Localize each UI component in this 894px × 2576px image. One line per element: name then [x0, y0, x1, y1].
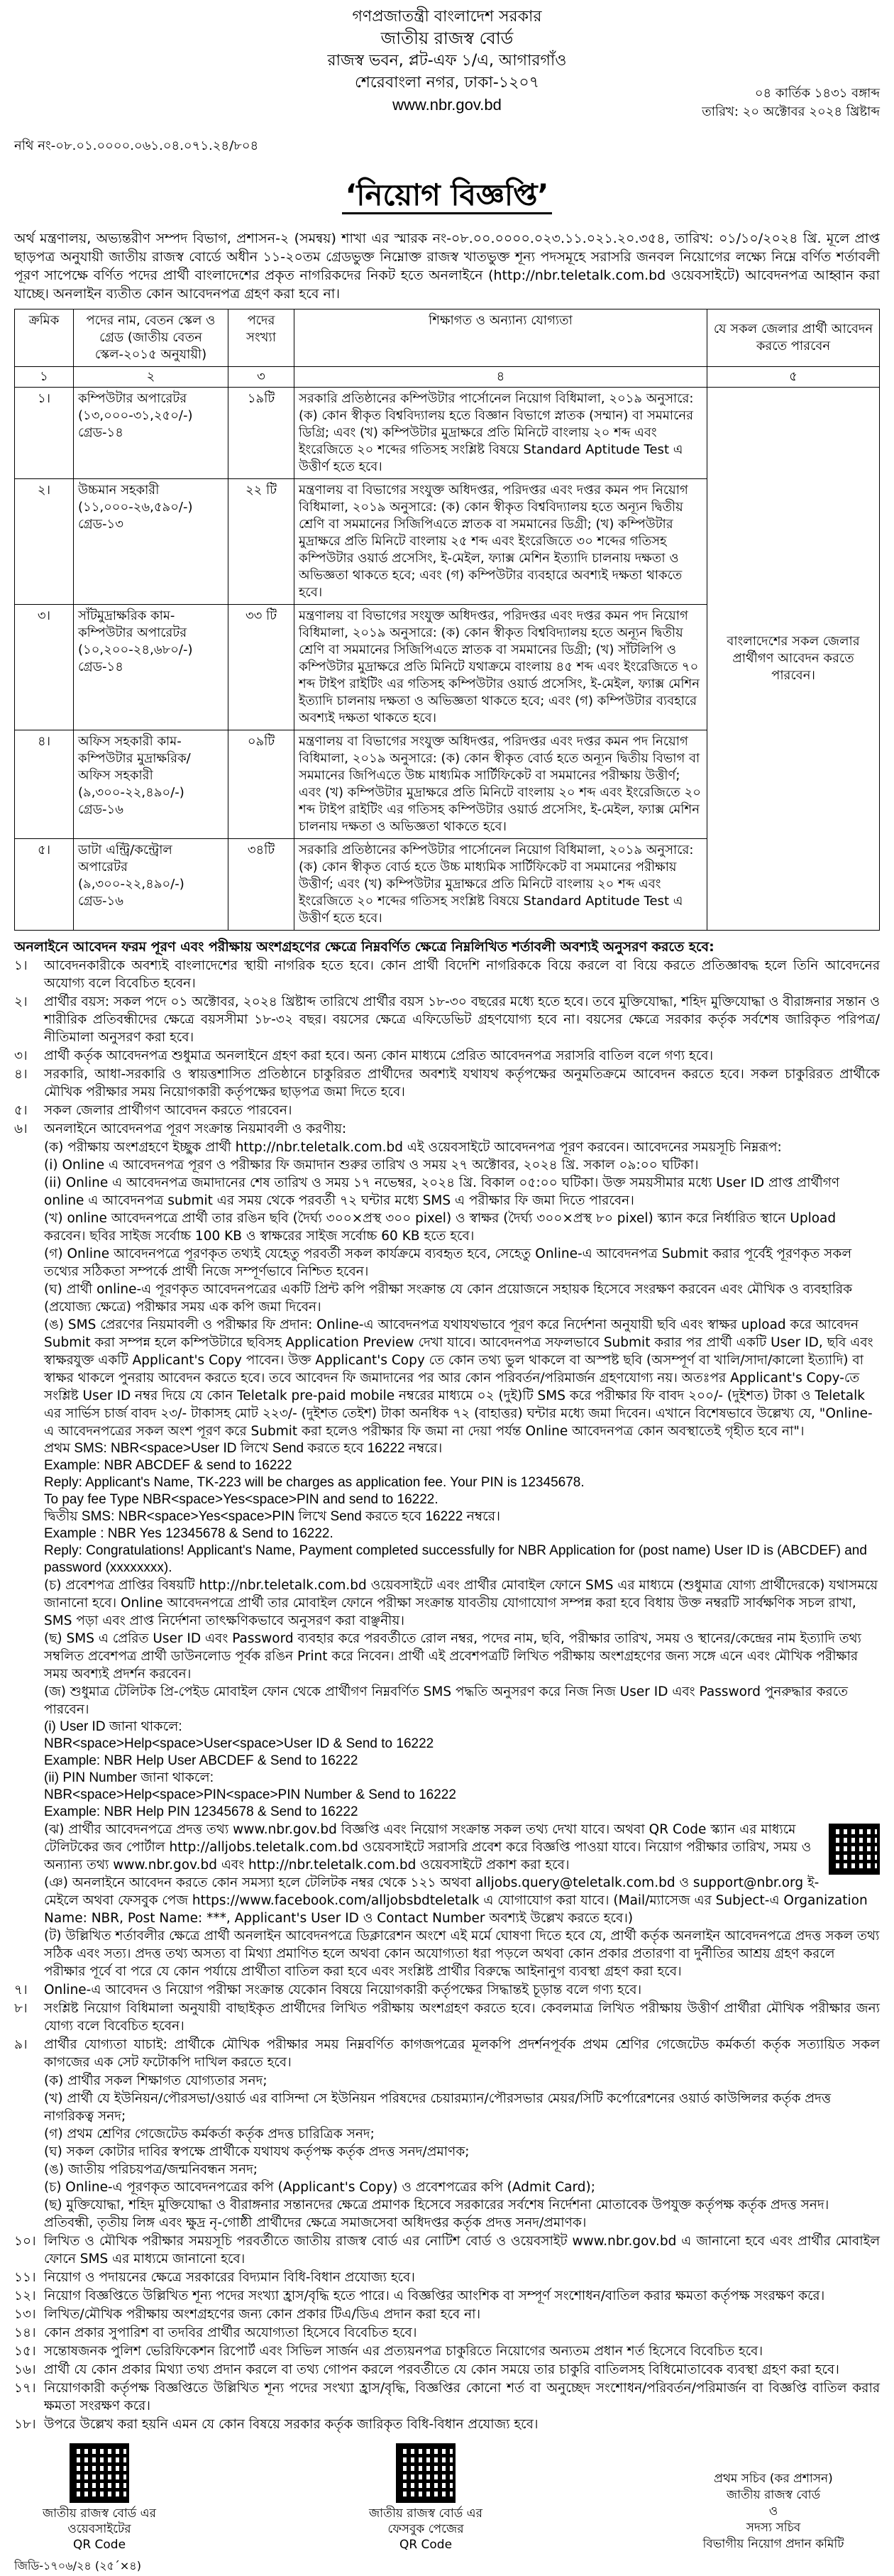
sub-item: (ট) উল্লিখিত শর্তাবলীর ক্ষেত্রে প্রার্থী অনলাইন আবেদনপত্রে ডিক্লারেশন অংশে এই মর্মে ঘোষণা দিতে হবে যে, প্রার্থী কর্তৃক অনলাইন আবেদনপত্রে প্রদত্ত সকল তথ্য সঠিক এবং সত্য। প্রদত্ত তথ্য অসত্য বা মিথ্যা প্রমাণিত হলে অথবা কোন অযোগ্যতা ধরা পড়লে অথবা কোন প্রকার প্রতারণা বা দুর্নীতির আশ্রয় গ্রহণ করলে পরীক্ষার পূর্বে বা পরে যে কোন পর্যায়ে প্রার্থীতা বাতিল করা হবে এবং সংশ্লিষ্ট প্রার্থীর বিরুদ্ধে আইনানুগ ব্যবস্থা গ্রহণ করা হবে।	[44, 1929, 880, 1979]
list-item	[14, 2000, 880, 2035]
conditions-heading: অনলাইনে আবেদন ফরম পূরণ এবং পরীক্ষায় অংশগ্রহণের ক্ষেত্রে নিম্নবর্ণিত ক্ষেত্রে নিম্নলিখিত শর্তাবলী অবশ্যই অনুসরণ করতে হবে:	[14, 939, 714, 955]
item-number: ১৫।	[14, 2344, 36, 2359]
sms-line: Example: NBR ABCDEF & send to 16222	[44, 1458, 292, 1473]
item-number: ৪।	[14, 1067, 28, 1082]
item-number: ৩।	[14, 1048, 28, 1063]
item-number: ৯।	[14, 2037, 28, 2052]
sub-item: (ঝ) প্রার্থীর আবেদনপত্রে প্রদত্ত তথ্য www.nbr.gov.bd বিজ্ঞপ্তি এবং নিয়োগ সংক্রান্ত সকল তথ্য দেখা যাবে। অথবা QR Code স্ক্যান এর মাধ্যমে টেলিটকের জব পোর্টাল http://alljobs.teletalk.com.bd ওয়েবসাইটে সরাসরি প্রবেশ করে বিজ্ঞপ্তি পাওয়া যাবে। নিয়োগ পরীক্ষার তারিখ, সময় ও অন্যান্য তথ্য www.nbr.gov.bd এবং http://nbr.teletalk.com.bd ওয়েবসাইটে প্রকাশ করা হবে।	[44, 1822, 812, 1873]
address-line-1: রাজস্ব ভবন, প্লট-এফ ১/এ, আগারগাঁও	[327, 52, 567, 70]
recovery-line: NBR<space>Help<space>PIN<space>PIN Number & Send to 16222	[44, 1787, 456, 1802]
col-number: ৫	[707, 367, 880, 388]
item-number: ১।	[14, 958, 28, 973]
address-line-2: শেরেবাংলা নগর, ঢাকা-১২০৭	[354, 74, 540, 92]
row-post: ডাটা এন্ট্রি/কন্ট্রোল অপারেটর (৯,৩০০-২২,৪৯০/-) গ্রেড-১৬	[74, 839, 228, 931]
item-text: আবেদনকারীকে অবশ্যই বাংলাদেশের স্থায়ী নাগরিক হতে হবে। কোন প্রার্থী বিদেশি নাগরিককে বিয়ে করলে বা বিয়ে করতে প্রতিজ্ঞাবদ্ধ হলে তিনি আবেদনের অযোগ্য বলে বিবেচিত হবেন।	[44, 958, 880, 991]
date-bangla: ০৪ কার্তিক ১৪৩১ বঙ্গাব্দ	[754, 86, 880, 101]
signer-committee: বিভাগীয় নিয়োগ প্রদান কমিটি	[702, 2537, 844, 2551]
item-number: ১৭।	[14, 2381, 36, 2396]
list-item	[14, 1102, 880, 1119]
sms-instructions	[14, 1440, 880, 1577]
table-number-row	[15, 367, 880, 388]
col-qualification: শিক্ষাগত ও অন্যান্য যোগ্যতা	[294, 309, 707, 367]
item-text: সরকারি, আধা-সরকারি ও স্বায়ত্তশাসিত প্রতিষ্ঠানে চাকুরিরত প্রার্থীদের অবশ্যই যথাযথ কর্তৃপক্ষের অনুমতিক্রমে আবেদন করতে হবে। সকল চাকুরিরত প্রার্থীকে মৌখিক পরীক্ষার সময় নিয়োগকারী কর্তৃপক্ষের ছাড়পত্র জমা দিতে হবে।	[44, 1067, 880, 1100]
date-english: তারিখ: ২০ অক্টোবর ২০২৪ খ্রিষ্টাব্দ	[702, 104, 880, 119]
signer-conj: ও	[768, 2504, 778, 2519]
row-qualification: মন্ত্রণালয় বা বিভাগের সংযুক্ত অধিদপ্তর, পরিদপ্তর এবং দপ্তর কমন পদ নিয়োগ বিধিমালা, ২০১৯ অনুসারে: (ক) কোন স্বীকৃত বোর্ড হতে অন্যূন দ্বিতীয় বিভাগ বা সমমানের জিপিএতে উচ্চ মাধ্যমিক সার্টিফিকেট বা সমমানের পরীক্ষায় উত্তীর্ণ; এবং (খ) কম্পিউটার মুদ্রাক্ষরে প্রতি মিনিটে বাংলায় ২০ শব্দ এবং ইংরেজিতে ২০ শব্দ টাইপ রাইটিং এর গতিসহ কম্পিউটার ওয়ার্ড প্রসেসিং, ই-মেইল, ফ্যাক্স মেশিন চালনায় দক্ষতা ও অভিজ্ঞতা থাকতে হবে।	[294, 730, 707, 839]
qr-caption: ওয়েবসাইটের	[67, 2522, 131, 2536]
item-number: ৫।	[14, 1103, 28, 1118]
sms-line: Reply: Applicant's Name, TK-223 will be charges as application fee. Your PIN is 12345678.	[44, 1475, 585, 1490]
item-text: Online-এ আবেদন ও নিয়োগ পরীক্ষা সংক্রান্ত যেকোন বিষয়ে নিয়োগকারী কর্তৃপক্ষের সিদ্ধান্তই চূড়ান্ত বলে গণ্য হবে।	[44, 1983, 642, 1997]
item-text: নিয়োগ ও পদায়নের ক্ষেত্রে সরকারের বিদ্যমান বিধি-বিধান প্রযোজ্য হবে।	[44, 2270, 415, 2285]
notice-page	[14, 0, 880, 2576]
col-serial: ক্রমিক	[15, 309, 74, 367]
facebook-qr-code-icon[interactable]	[396, 2443, 456, 2503]
sub-item: (ঙ) SMS প্রেরণের নিয়মাবলী ও পরীক্ষার ফি প্রদান: Online-এ আবেদনপত্র যথাযথভাবে পূরণ করে নির্দেশনা অনুযায়ী ছবি এবং স্বাক্ষর upload করে আবেদন Submit করা সম্পন্ন হলে কম্পিউটারে ছবিসহ Application Preview দেখা যাবে। আবেদনপত্র সফলভাবে Submit করার পর প্রার্থী একটি User ID, ছবি এবং স্বাক্ষরযুক্ত একটি Applicant's Copy পাবেন। উক্ত Applicant's Copy তে কোন তথ্য ভুল থাকলে বা অস্পষ্ট ছবি (অসম্পূর্ণ বা খালি/সাদা/কালো ইত্যাদি) বা স্বাক্ষর থাকলে পুনরায় আবেদন করতে হবে। তবে আবেদন ফি জমাদানের পর আর কোন পরিবর্তন/পরিমার্জন গ্রহণযোগ্য নয়। অতঃপর Applicant's Copy-তে সংশ্লিষ্ট User ID নম্বর দিয়ে যে কোন Teletalk pre-paid mobile নম্বরের মাধ্যমে ০২ (দুই)টি SMS করে পরীক্ষার ফি বাবদ ২০০/- (দুইশত) টাকা ও Teletalk এর সার্ভিস চার্জ বাবদ ২৩/- টাকাসহ মোট ২২৩/- (দুইশত তেইশ) টাকা অনধিক ৭২ (বাহাত্তর) ঘন্টার মধ্যে জমা দিবেন। এখানে বিশেষভাবে উল্লেখ্য যে, "Online-এ আবেদনপত্রের সকল অংশ পূরণ করে Submit করা হলেও পরীক্ষার ফি জমা না দেয়া পর্যন্ত Online আবেদনপত্র কোন অবস্থাতেই গৃহীত হবে না"।	[44, 1317, 873, 1439]
list-item	[14, 2306, 880, 2323]
list-item	[14, 2361, 880, 2379]
col-number: ৪	[294, 367, 707, 388]
row-count: ৩৪টি	[228, 839, 294, 931]
posts-table	[14, 309, 880, 931]
sub-list	[14, 1577, 880, 1719]
recovery-instructions	[14, 1719, 880, 1821]
org-name: জাতীয় রাজস্ব বোর্ড	[380, 28, 514, 48]
row-serial: ২।	[15, 479, 74, 605]
item-number: ১০।	[14, 2234, 36, 2249]
website-link[interactable]: www.nbr.gov.bd	[392, 96, 502, 114]
documents-list	[14, 2072, 880, 2232]
row-count: ১৯টি	[228, 388, 294, 479]
item-text: নিয়োগকারী কর্তৃপক্ষ বিজ্ঞপ্তিতে উল্লিখিত শূন্য পদের সংখ্যা হ্রাস/বৃদ্ধি, বিজ্ঞপ্তির কোনো শর্ত বা অনুচ্ছেদ সংশোধন/পরিবর্তন/পরিমার্জন বা বিজ্ঞপ্তি বাতিল করার ক্ষমতা সংরক্ষণ করে।	[44, 2381, 880, 2413]
item-number: ১৮।	[14, 2417, 36, 2432]
signer-role: সদস্য সচিব	[746, 2521, 801, 2535]
row-post: উচ্চমান সহকারী (১১,০০০-২৬,৫৯০/-) গ্রেড-১৩	[74, 479, 228, 605]
print-code: জিডি-১৭০৬/২৪ (২৫´×৪)	[14, 2559, 141, 2572]
row-post: অফিস সহকারী কাম-কম্পিউটার মুদ্রাক্ষরিক/ অফিস সহকারী (৯,৩০০-২২,৪৯০/-) গ্রেড-১৬	[74, 730, 228, 839]
row-qualification: মন্ত্রণালয় বা বিভাগের সংযুক্ত অধিদপ্তর, পরিদপ্তর এবং দপ্তর কমন পদ নিয়োগ বিধিমালা, ২০১৯ অনুসারে: (ক) কোন স্বীকৃত বিশ্ববিদ্যালয় হতে অন্যূন দ্বিতীয় শ্রেণি বা সমমানের সিজিপিএতে স্নাতক বা সমমানের ডিগ্রী; (খ) কম্পিউটার মুদ্রাক্ষরে প্রতি মিনিটে বাংলায় ২৫ শব্দ এবং ইংরেজিতে ৩০ শব্দের গতিসহ কম্পিউটার ওয়ার্ড প্রসেসিং, ই-মেইল, ফ্যাক্স মেশিন ইত্যাদি চালনায় দক্ষতা ও অভিজ্ঞতা থাকতে হবে; এবং (গ) কম্পিউটার ব্যবহারে অবশ্যই দক্ষতা থাকতে হবে।	[294, 479, 707, 605]
item-text: লিখিত ও মৌখিক পরীক্ষার সময়সূচি পরবর্তীতে জাতীয় রাজস্ব বোর্ড এর নোটিশ বোর্ড ও ওয়েবসাইট www.nbr.gov.bd এ জানানো হবে এবং প্রার্থীর মোবাইল ফোনে SMS এর মাধ্যমে জানানো হবে।	[44, 2234, 880, 2267]
item-text: প্রার্থীর বয়স: সকল পদে ০১ অক্টোবর, ২০২৪ খ্রিষ্টাব্দ তারিখে প্রার্থীর বয়স ১৮-৩০ বছরের মধ্যে হতে হবে। তবে মুক্তিযোদ্ধা, শহিদ মুক্তিযোদ্ধা ও বীরাঙ্গনার সন্তান ও শারীরিক প্রতিবন্ধীদের ক্ষেত্রে বয়সসীমা ১৮-৩২ বছর। বয়সের ক্ষেত্রে এফিডেভিট গ্রহণযোগ্য হবে না। বয়সের ক্ষেত্রে সরকার কর্তৃক সর্বশেষ জারিকৃত পরিপত্র/নীতিমালা অনুসরণ করা হবে।	[44, 994, 880, 1045]
row-serial: ১।	[15, 388, 74, 479]
col-number: ২	[74, 367, 228, 388]
item-number: ১২।	[14, 2289, 36, 2303]
intro-paragraph: অর্থ মন্ত্রণালয়, অভ্যন্তরীণ সম্পদ বিভাগ, প্রশাসন-২ (সমন্বয়) শাখা এর স্মারক নং-০৮.০০.০০০০.০২৩.১১.০২১.২০.৩৫৪, তারিখ: ০১/১০/২০২৪ খ্রি. মূলে প্রাপ্ত ছাড়পত্র অনুযায়ী জাতীয় রাজস্ব বোর্ডে অধীন ১১-২০তম গ্রেডভুক্ত নিম্নোক্ত রাজস্ব খাতভুক্ত শূন্য পদসমূহে সরাসরি জনবল নিয়োগের লক্ষ্যে নিম্নে বর্ণিত শর্তাবলী পূরণ সাপেক্ষে বর্ণিত পদের প্রার্থী বাংলাদেশের প্রকৃত নাগরিকদের নিকট হতে অনলাইনে (http://nbr.teletalk.com.bd ওয়েবসাইটে) আবেদনপত্র আহ্বান করা যাচ্ছে। অনলাইন ব্যতীত কোন আবেদনপত্র গ্রহণ করা হবে না।	[14, 231, 880, 302]
item-number: ১১।	[14, 2270, 36, 2285]
sub-item: (চ) প্রবেশপত্র প্রাপ্তির বিষয়টি http://nbr.teletalk.com.bd ওয়েবসাইটে এবং প্রার্থীর মোবাইল ফোনে SMS এর মাধ্যমে (শুধুমাত্র যোগ্য প্রার্থীদেরকে) যথাসময়ে জানানো হবে। Online আবেদনপত্রে প্রার্থী তার মোবাইল ফোনে পরীক্ষা সংক্রান্ত যাবতীয় যোগাযোগ সম্পন্ন করা হবে বিধায় উক্ত নম্বরটি সার্বক্ষণিক সচল রাখা, SMS পড়া এবং প্রাপ্ত নির্দেশনা তাৎক্ষণিকভাবে অনুসরণ করা বাঞ্ছনীয়।	[44, 1578, 878, 1628]
row-qualification: মন্ত্রণালয় বা বিভাগের সংযুক্ত অধিদপ্তর, পরিদপ্তর এবং দপ্তর কমন পদ নিয়োগ বিধিমালা, ২০১৯ অনুসারে: (ক) কোন স্বীকৃত বিশ্ববিদ্যালয় হতে অন্যূন দ্বিতীয় শ্রেণি বা সমমানের সিজিপিএতে স্নাতক বা সমমানের ডিগ্রী; (খ) সাঁটলিপি ও কম্পিউটার মুদ্রাক্ষরে প্রতি মিনিটে যথাক্রমে বাংলায় ৪৫ শব্দ এবং ইংরেজিতে ৭০ শব্দ টাইপ রাইটিং এর গতিসহ কম্পিউটার ওয়ার্ড প্রসেসিং, ই-মেইল, ফ্যাক্স মেশিন ইত্যাদি চালনায় দক্ষতা ও অভিজ্ঞতা থাকতে হবে; এবং (গ) কম্পিউটার ব্যবহারে অবশ্যই দক্ষতা থাকতে হবে।	[294, 605, 707, 730]
notice-title: ‘নিয়োগ বিজ্ঞপ্তি’	[14, 172, 880, 222]
qr-caption: জাতীয় রাজস্ব বোর্ড এর	[43, 2506, 156, 2521]
document-item: (খ) প্রার্থী যে ইউনিয়ন/পৌরসভা/ওয়ার্ড এর বাসিন্দা সে ইউনিয়ন পরিষদের চেয়ারম্যান/পৌরসভার মেয়র/সিটি কর্পোরেশনের ওয়ার্ড কাউন্সিলর কর্তৃক প্রদত্ত নাগরিকত্ব সনদ;	[44, 2091, 832, 2124]
list-item	[14, 2269, 880, 2286]
item-text: লিখিত/মৌখিক পরীক্ষায় অংশগ্রহণের জন্য কোন প্রকার টিএ/ডিএ প্রদান করা হবে না।	[44, 2307, 481, 2322]
reference-row	[14, 136, 880, 158]
list-item	[14, 993, 880, 1046]
qr-caption: QR Code	[399, 2538, 453, 2552]
row-count: ২২ টি	[228, 479, 294, 605]
sub-item: (ঞ) অনলাইনে আবেদন করতে কোন সমস্যা হলে টেলিটক নম্বর থেকে ১২১ অথবা alljobs.query@teletalk.com.bd ও support@nbr.org ই-মেইলে অথবা ফেসবুক পেজ https://www.facebook.com/alljobsbdteletalk এ যোগাযোগ করা যাবে। (Mail/ম্যাসেজ এর Subject-এ Organization Name: NBR, Post Name: ***, Applicant's User ID ও Contact Number অবশ্যই উল্লেখ করতে হবে।)	[44, 1875, 868, 1926]
item-text: প্রার্থীর যোগ্যতা যাচাই: প্রার্থীকে মৌখিক পরীক্ষার সময় নিম্নবর্ণিত কাগজপত্রের মূলকপি প্রদর্শনপূর্বক প্রথম শ্রেণির গেজেটেড কর্মকর্তা কর্তৃক সত্যায়িত সকল কাগজের এক সেট ফটোকপি দাখিল করতে হবে।	[44, 2037, 880, 2070]
document-item: (গ) প্রথম শ্রেণির গেজেটেড কর্মকর্তা কর্তৃক প্রদত্ত চারিত্রিক সনদ;	[44, 2127, 375, 2142]
sub-item: (গ) Online আবেদনপত্রে পূরণকৃত তথ্যই যেহেতু পরবর্তী সকল কার্যক্রমে ব্যবহৃত হবে, সেহেতু Online-এ আবেদনপত্র Submit করার পূর্বেই পূরণকৃত সকল তথ্যের সঠিকতা সম্পর্কে প্রার্থী নিজে সম্পূর্ণভাবে নিশ্চিত হবেন।	[44, 1246, 852, 1279]
sub-item: (ক) পরীক্ষায় অংশগ্রহণে ইচ্ছুক প্রার্থী http://nbr.teletalk.com.bd এই ওয়েবসাইটে আবেদনপত্র পূরণ করবেন। আবেদনের সময়সূচি নিম্নরূপ:	[44, 1140, 782, 1155]
item-number: ৬।	[14, 1122, 28, 1136]
item-text: প্রার্থী কর্তৃক আবেদনপত্র শুধুমাত্র অনলাইনে গ্রহণ করা হবে। অন্য কোন মাধ্যমে প্রেরিত আবেদনপত্র সরাসরি বাতিল বলে গণ্য হবে।	[44, 1048, 714, 1063]
sub-list	[14, 1139, 880, 1440]
signer-org: জাতীয় রাজস্ব বোর্ড	[726, 2488, 821, 2502]
signer-title: প্রথম সচিব (কর প্রশাসন)	[714, 2472, 833, 2486]
sub-item: (ii) Online এ আবেদনপত্র জমাদানের শেষ তারিখ ও সময় ১৭ নভেম্বর, ২০২৪ খ্রি. বিকাল ০৫:০০ ঘটিকা। উক্ত সময়সীমার মধ্যে User ID প্রাপ্ত প্রার্থীগণ online এ আবেদনপত্র submit এর সময় থেকে পরবর্তী ৭২ ঘন্টার মধ্যে SMS এ পরীক্ষার ফি জমা দিতে পারবেন।	[44, 1175, 840, 1208]
document-item: (ঘ) সকল কোটার দাবির স্বপক্ষে প্রার্থীকে যথাযথ কর্তৃপক্ষ কর্তৃক প্রদত্ত সনদ/প্রমাণক;	[44, 2144, 470, 2159]
recovery-line: Example: NBR Help User ABCDEF & Send to 16222	[44, 1753, 358, 1768]
item-text: কোন প্রকার সুপারিশ বা তদবির প্রার্থীর অযোগ্যতা হিসেবে বিবেচিত হবে।	[44, 2325, 417, 2340]
signature-block	[667, 2471, 880, 2553]
col-districts: যে সকল জেলার প্রার্থী আবেদন করতে পারবেন	[707, 309, 880, 367]
gov-name: গণপ্রজাতন্ত্রী বাংলাদেশ সরকার	[352, 8, 542, 26]
item-number: ১৬।	[14, 2362, 36, 2377]
qr-caption: জাতীয় রাজস্ব বোর্ড এর	[369, 2506, 482, 2521]
col-number: ৩	[228, 367, 294, 388]
document-item: (ছ) মুক্তিযোদ্ধা, শহিদ মুক্তিযোদ্ধা ও বীরাঙ্গনার সন্তানদের ক্ষেত্রে প্রমাণক হিসেবে সরকারের সর্বশেষ নির্দেশনা মোতাবেক উপযুক্ত কর্তৃপক্ষ কর্তৃক প্রদত্ত সনদ। প্রতিবন্ধী, তৃতীয় লিঙ্গ এবং ক্ষুদ্র নৃ-গোষ্ঠী প্রার্থীদের ক্ষেত্রে সমাজসেবা অধিদপ্তর কর্তৃক প্রদত্ত সনদ/প্রমাণক।	[44, 2198, 829, 2230]
list-item	[14, 1981, 880, 1999]
reference-number: নথি নং-০৮.০১.০০০০.০৬১.০৪.০৭১.২৪/৮০৪	[14, 138, 259, 153]
row-post: সাঁটমুদ্রাক্ষরিক কাম-কম্পিউটার অপারেটর (১০,২০০-২৪,৬৮০/-) গ্রেড-১৪	[74, 605, 228, 730]
item-text: উপরে উল্লেখ করা হয়নি এমন যে কোন বিষয়ে সরকার কর্তৃক জারিকৃত বিধি-বিধান প্রযোজ্য হবে।	[44, 2417, 539, 2432]
row-serial: ৫।	[15, 839, 74, 931]
table-row	[15, 388, 880, 479]
item-text: প্রার্থী যে কোন প্রকার মিথ্যা তথ্য প্রদান করলে বা তথ্য গোপন করলে পরবর্তীতে যে কোন সময়ে তার চাকুরি বাতিলসহ বিধিমোতাবেক ব্যবস্থা গ্রহণ করা হবে।	[44, 2362, 839, 2377]
qr-caption: ফেসবুক পেজের	[387, 2522, 464, 2536]
row-qualification: সরকারি প্রতিষ্ঠানের কম্পিউটার পার্সোনেল নিয়োগ বিধিমালা, ২০১৯ অনুসারে: (ক) কোন স্বীকৃত বিশ্ববিদ্যালয় হতে বিজ্ঞান বিভাগে স্নাতক (সম্মান) বা সমমানের ডিগ্রি; এবং (খ) কম্পিউটার মুদ্রাক্ষরে প্রতি মিনিটে বাংলায় ২০ শব্দ এবং ইংরেজিতে ২০ শব্দের গতিসহ সংশ্লিষ্ট বিষয়ে Standard Aptitude Test এ উত্তীর্ণ হতে হবে।	[294, 388, 707, 479]
sms-line: Reply: Congratulations! Applicant's Name, Payment completed successfully for NBR Application for (post name) User ID is (ABCDEF) and password (xxxxxxxx).	[44, 1543, 867, 1575]
list-item	[14, 2342, 880, 2360]
list-item	[14, 2036, 880, 2071]
item-text: সকল জেলার প্রার্থীগণ আবেদন করতে পারবেন।	[44, 1103, 292, 1118]
conditions-list	[14, 957, 880, 2433]
website-qr-block	[14, 2443, 184, 2553]
list-item	[14, 2324, 880, 2342]
row-qualification: সরকারি প্রতিষ্ঠানের কম্পিউটার পার্সোনেল নিয়োগ বিধিমালা, ২০১৯ অনুসারে: (ক) কোন স্বীকৃত বোর্ড হতে উচ্চ মাধ্যমিক সার্টিফিকেট বা সমমানের পরীক্ষায় উত্তীর্ণ; এবং (খ) কম্পিউটার মুদ্রাক্ষরে প্রতি মিনিটে বাংলায় ২০ শব্দ এবং ইংরেজিতে ২০ শব্দের গতিসহ সংশ্লিষ্ট বিষয়ে Standard Aptitude Test এ উত্তীর্ণ হতে হবে।	[294, 839, 707, 931]
row-count: ৩৩ টি	[228, 605, 294, 730]
list-item	[14, 2287, 880, 2305]
sub-list	[14, 1821, 880, 1980]
sms-line: প্রথম SMS: NBR<space>User ID লিখে Send করতে হবে 16222 নম্বরে।	[44, 1441, 443, 1456]
districts-cell: বাংলাদেশের সকল জেলার প্রার্থীগণ আবেদন করতে পারবেন।	[707, 388, 880, 931]
document-item: (ক) প্রার্থীর সকল শিক্ষাগত যোগ্যতার সনদ;	[44, 2073, 267, 2088]
sub-item: (জ) শুধুমাত্র টেলিটক প্রি-পেইড মোবাইল ফোন থেকে প্রার্থীগণ নিম্নবর্ণিত SMS পদ্ধতি অনুসরণ করে নিজ নিজ User ID এবং Password পুনরুদ্ধার করতে পারবেন।	[44, 1684, 849, 1717]
item-text: নিয়োগ বিজ্ঞপ্তিতে উল্লিখিত শূন্য পদের সংখ্যা হ্রাস/বৃদ্ধি হতে পারে। এ বিজ্ঞপ্তির আংশিক বা সম্পূর্ণ সংশোধন/বাতিল করার ক্ষমতা কর্তৃপক্ষ সংরক্ষণ করে।	[44, 2289, 825, 2303]
sub-item: (ঘ) প্রার্থী online-এ পূরণকৃত আবেদনপত্রের একটি প্রিন্ট কপি পরীক্ষা সংক্রান্ত যে কোন প্রয়োজনে সহায়ক হিসেবে সংরক্ষণ করবেন এবং মৌখিক ও ব্যবহারিক (প্রযোজ্য ক্ষেত্রে) পরীক্ষার সময় এক কপি জমা দিবেন।	[44, 1282, 853, 1315]
sms-line: Example : NBR Yes 12345678 & Send to 16222.	[44, 1526, 333, 1541]
document-item: (চ) Online-এ পূরণকৃত আবেদনপত্রের কপি (Applicant's Copy) ও প্রবেশপত্রের কপি (Admit Card);	[44, 2180, 595, 2195]
sub-item: (খ) online আবেদনপত্রে প্রার্থী তার রঙিন ছবি (দৈর্ঘ্য ৩০০×প্রস্থ ৩০০ pixel) ও স্বাক্ষর (দৈর্ঘ্য ৩০০×প্রস্থ ৮০ pixel) স্ক্যান করে নির্ধারিত স্থানে Upload করবেন। ছবির সাইজ সর্বোচ্চ 100 KB ও স্বাক্ষরের সাইজ সর্বোচ্চ 60 KB হতে হবে।	[44, 1211, 837, 1244]
item-text: অনলাইনে আবেদনপত্র পূরণ সংক্রান্ত নিয়মাবলী ও করণীয়:	[44, 1122, 347, 1136]
facebook-qr-block	[341, 2443, 511, 2553]
row-serial: ৪।	[15, 730, 74, 839]
row-serial: ৩।	[15, 605, 74, 730]
recovery-line: Example: NBR Help PIN 12345678 & Send to 16222	[44, 1804, 358, 1819]
col-number: ১	[15, 367, 74, 388]
col-count: পদের সংখ্যা	[228, 309, 294, 367]
table-header-row	[15, 309, 880, 367]
sms-line: দ্বিতীয় SMS: NBR<space>Yes<space>PIN লিখে Send করতে হবে 16222 নম্বরে।	[44, 1509, 501, 1524]
website-qr-code-icon[interactable]	[70, 2443, 129, 2503]
list-item	[14, 1047, 880, 1065]
item-number: ৭।	[14, 1983, 28, 1997]
item-text: সংশ্লিষ্ট নিয়োগ বিধিমালা অনুযায়ী বাছাইকৃত প্রার্থীদের লিখিত পরীক্ষায় অংশগ্রহণ করতে হবে। কেবলমাত্র লিখিত পরীক্ষায় উত্তীর্ণ প্রার্থীরা মৌখিক পরীক্ষার জন্য যোগ্য বলে বিবেচিত হবেন।	[44, 2001, 880, 2034]
list-item	[14, 1120, 880, 1138]
item-number: ১৩।	[14, 2307, 36, 2322]
col-post: পদের নাম, বেতন স্কেল ও গ্রেড (জাতীয় বেতন স্কেল-২০১৫ অনুযায়ী)	[74, 309, 228, 367]
document-item: (ঙ) জাতীয় পরিচয়পত্র/জন্মনিবন্ধন সনদ;	[44, 2162, 258, 2177]
item-number: ৮।	[14, 2001, 28, 2016]
item-number: ২।	[14, 994, 28, 1009]
list-item	[14, 2416, 880, 2433]
recovery-line: (ii) PIN Number জানা থাকলে:	[44, 1770, 214, 1785]
qr-caption: QR Code	[72, 2538, 126, 2552]
sub-item: (i) Online এ আবেদনপত্র পূরণ ও পরীক্ষার ফি জমাদান শুরুর তারিখ ও সময় ২৭ অক্টোবর, ২০২৪ খ্রি. সকাল ০৯:০০ ঘটিকা।	[44, 1158, 699, 1173]
sub-item: (ছ) SMS এ প্রেরিত User ID এবং Password ব্যবহার করে পরবর্তীতে রোল নম্বর, পদের নাম, ছবি, পরীক্ষার তারিখ, সময় ও স্থানের/কেন্দ্রের নাম ইত্যাদি তথ্য সম্বলিত প্রবেশপত্র প্রার্থী ডাউনলোড পূর্বক রঙিন Print করে নিবেন। প্রার্থী এই প্রবেশপত্রটি লিখিত পরীক্ষায় অংশগ্রহণের জন্য সঙ্গে এনে এবং মৌখিক পরীক্ষার সময় অবশ্যই প্রদর্শন করবেন।	[44, 1631, 861, 1682]
sms-line: To pay fee Type NBR<space>Yes<space>PIN and send to 16222.	[44, 1492, 438, 1507]
list-item	[14, 957, 880, 992]
list-item	[14, 1065, 880, 1101]
row-post: কম্পিউটার অপারেটর (১৩,০০০-৩১,২৫০/-) গ্রেড-১৪	[74, 388, 228, 479]
recovery-line: NBR<space>Help<space>User<space>User ID & Send to 16222	[44, 1736, 434, 1751]
recovery-line: (i) User ID জানা থাকলে:	[44, 1719, 182, 1734]
list-item	[14, 2232, 880, 2268]
row-count: ০৯টি	[228, 730, 294, 839]
list-item	[14, 2379, 880, 2415]
footer-row	[14, 2443, 880, 2553]
qr-code-icon[interactable]	[829, 1824, 880, 1875]
item-number: ১৪।	[14, 2325, 36, 2340]
item-text: সন্তোষজনক পুলিশ ভেরিফিকেশন রিপোর্ট এবং সিভিল সার্জন এর প্রত্যয়নপত্র চাকুরিতে নিয়োগের অন্যতম প্রধান শর্ত হিসেবে বিবেচিত হবে।	[44, 2344, 763, 2359]
